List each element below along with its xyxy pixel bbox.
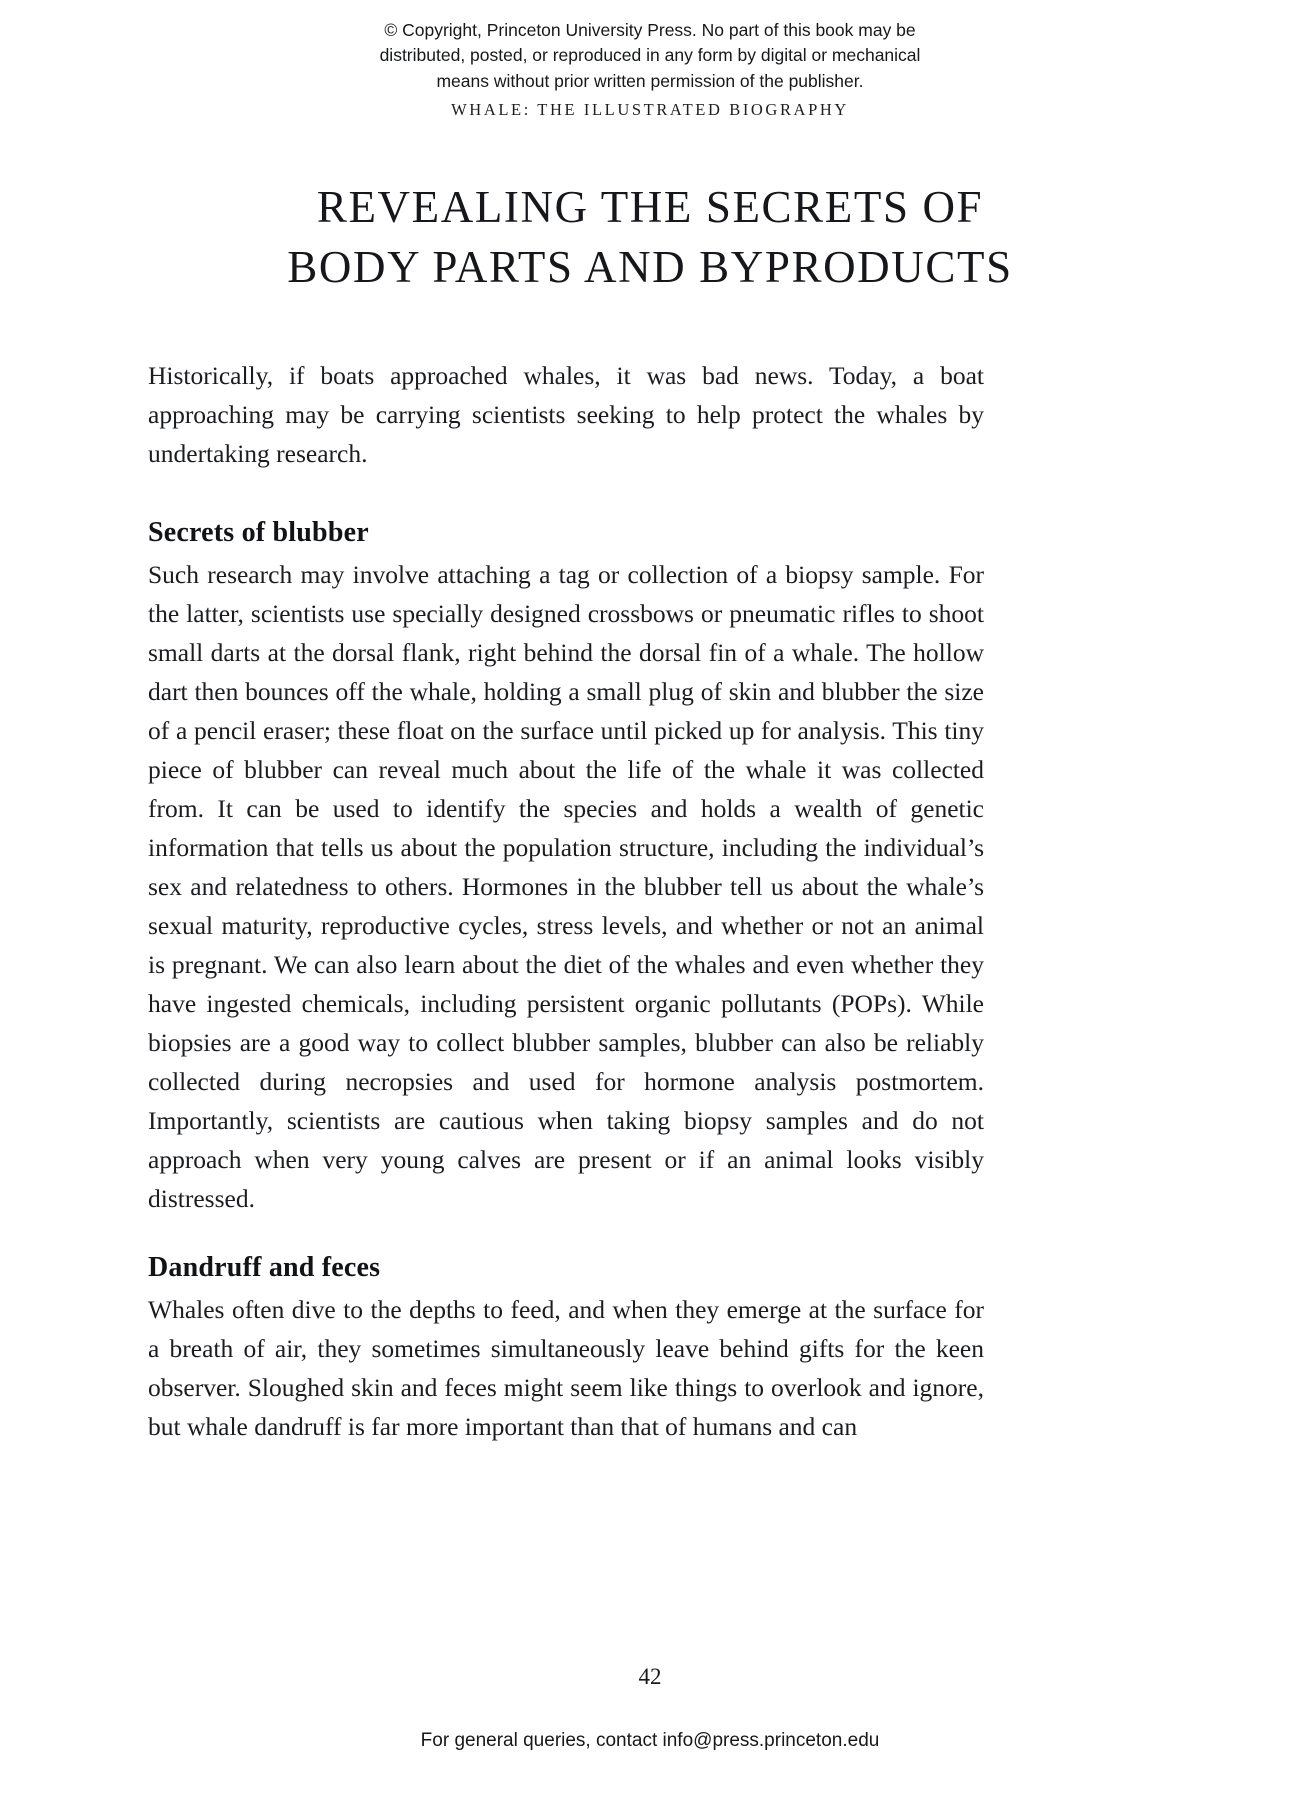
section-heading-dandruff: Dandruff and feces (148, 1252, 381, 1283)
page-number: 42 (638, 1664, 662, 1689)
body-content (148, 356, 984, 1446)
copyright-line-3: means without prior written permission of the publisher. (436, 70, 864, 91)
chapter-title-line-1: REVEALING THE SECRETS OF (316, 182, 984, 233)
copyright-line-1: © Copyright, Princeton University Press. No part of this book may be (384, 20, 916, 40)
section-heading-blubber: Secrets of blubber (148, 517, 369, 548)
section-paragraph-dandruff: Whales often dive to the depths to feed, and when they emerge at the surface for a breath of air, they sometimes simultaneously leave behind gifts for the keen observer. Sloughed skin and feces might seem like things to overlook and ignore, but whale dandruff is far more important than that of humans and can (148, 1295, 984, 1441)
chapter-title-line-2: BODY PARTS AND BYPRODUCTS (287, 241, 1013, 292)
section-paragraph-blubber: Such research may involve attaching a tag or collection of a biopsy sample. For the latter, scientists use specially designed crossbows or pneumatic rifles to shoot small darts at the dorsal flank, right behind the dorsal fin of a whale. The hollow dart then bounces off the whale, holding a small plug of skin and blubber the size of a pencil eraser; these float on the surface until picked up for analysis. This tiny piece of blubber can reveal much about the life of the whale it was collected from. It can be used to identify the species and holds a wealth of genetic information that tells us about the population structure, including the individual’s sex and relatedness to others. Hormones in the blubber tell us about the whale’s sexual maturity, reproductive cycles, stress levels, and whether or not an animal is pregnant. We can also learn about the diet of the whales and even whether they have ingested chemicals, including persistent organic pollutants (POPs). While biopsies are a good way to collect blubber samples, blubber can also be reliably collected during necropsies and used for hormone analysis postmortem. Importantly, scientists are cautious when taking biopsy samples and do not approach when very young calves are present or if an animal looks visibly distressed. (148, 560, 984, 1213)
running-head: WHALE: THE ILLUSTRATED BIOGRAPHY (451, 100, 849, 119)
page-title (120, 178, 1180, 297)
footer-contact-note: For general queries, contact info@press.princeton.edu (420, 1730, 880, 1751)
copyright-notice (0, 18, 1300, 94)
intro-paragraph: Historically, if boats approached whales, it was bad news. Today, a boat approaching may be carrying scientists seeking to help protect the whales by undertaking research. (148, 361, 984, 468)
copyright-line-2: distributed, posted, or reproduced in any form by digital or mechanical (379, 45, 921, 66)
